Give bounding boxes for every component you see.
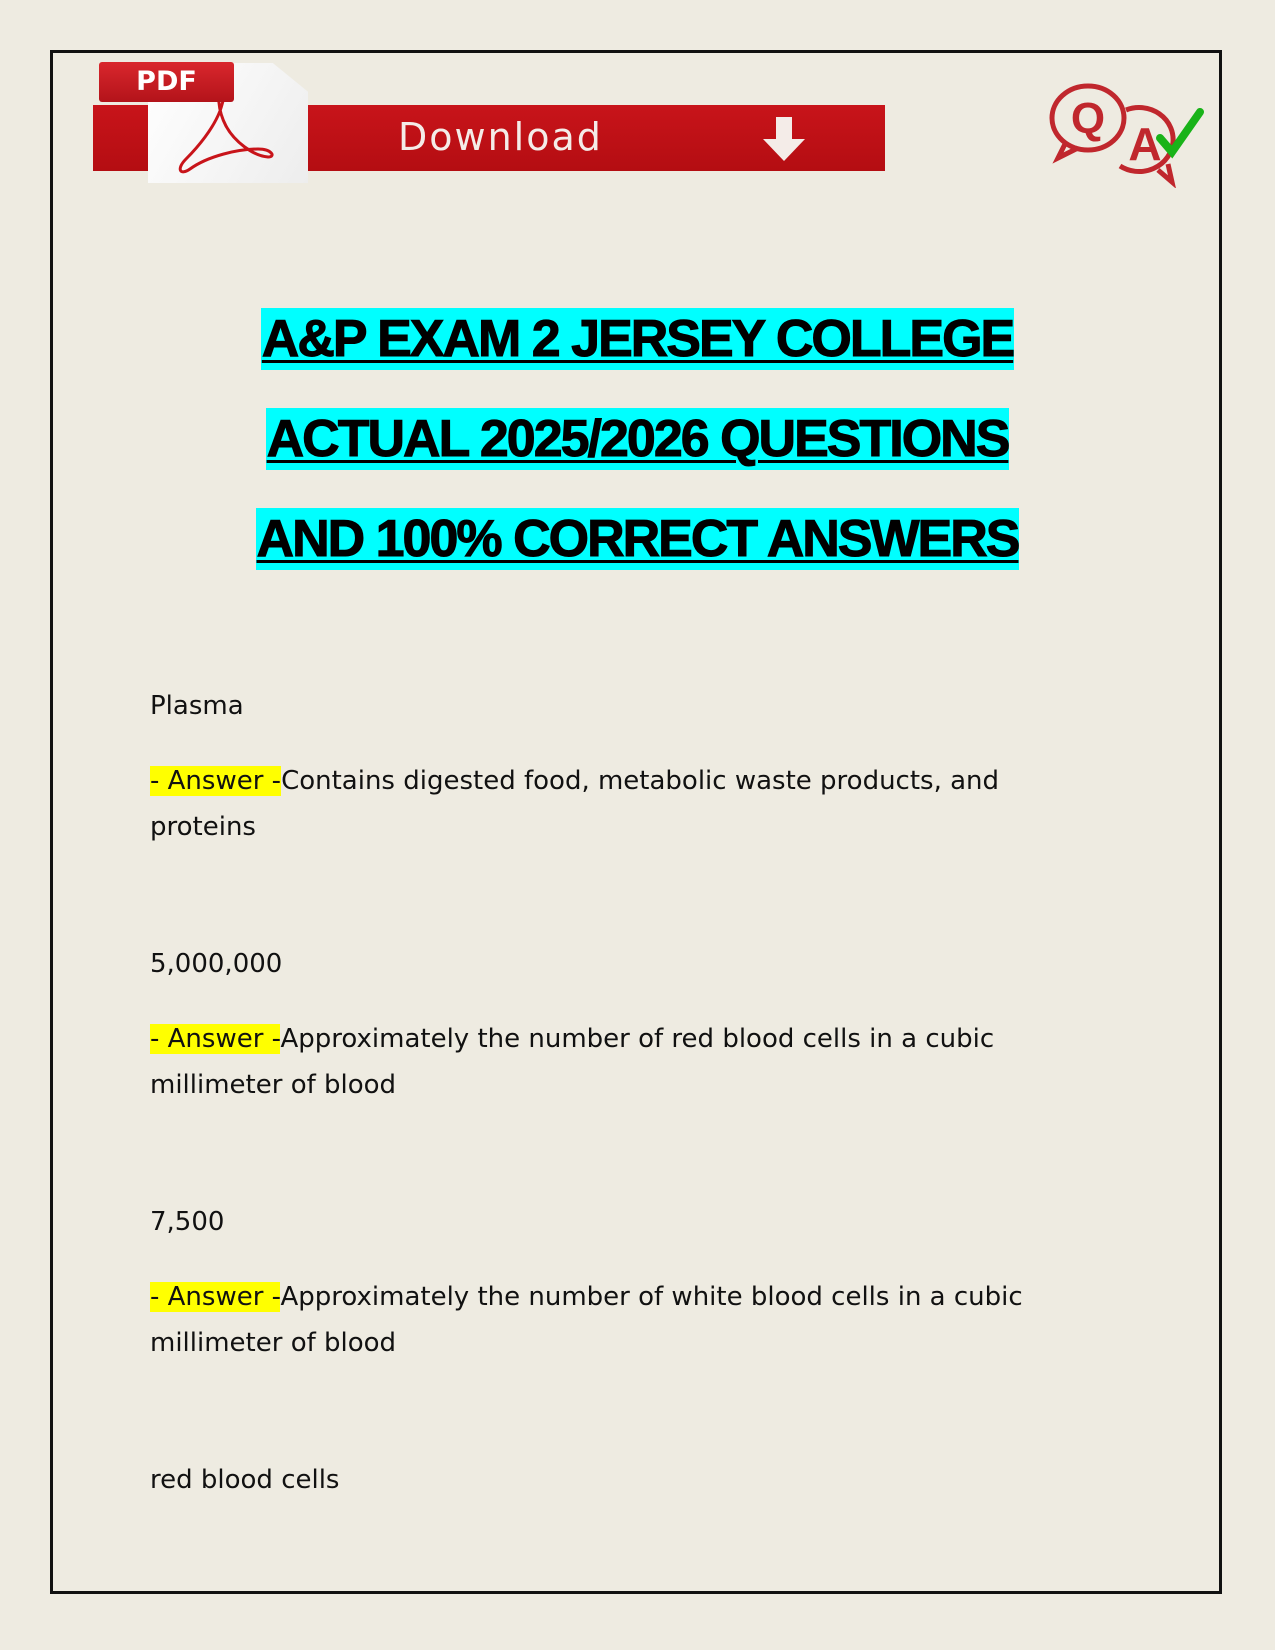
answer-body: Approximately the number of white blood cells in a cubic millimeter of blood — [150, 1282, 1023, 1358]
title-line-1: A&P EXAM 2 JERSEY COLLEGE — [261, 310, 1014, 368]
title-line-2: ACTUAL 2025/2026 QUESTIONS — [266, 410, 1009, 468]
qa-list — [150, 690, 1090, 1532]
document-title — [0, 308, 1275, 608]
qa-item — [150, 948, 1090, 1108]
answer-label: - Answer - — [150, 1282, 281, 1312]
question-text: red blood cells — [150, 1465, 340, 1495]
logo-q: Q — [1070, 94, 1106, 143]
pdf-label: PDF — [99, 62, 234, 102]
answer-text — [150, 758, 1090, 850]
download-label: Download — [398, 115, 603, 159]
qa-item — [150, 1464, 1090, 1532]
question-text: 5,000,000 — [150, 949, 283, 979]
qa-logo-icon — [1040, 78, 1210, 188]
pdf-download-banner[interactable] — [93, 60, 885, 185]
title-line-3: AND 100% CORRECT ANSWERS — [256, 510, 1019, 568]
answer-body: Approximately the number of red blood cells in a cubic millimeter of blood — [150, 1024, 995, 1100]
answer-label: - Answer - — [150, 766, 282, 796]
qa-item — [150, 690, 1090, 850]
download-arrow-icon — [761, 115, 807, 163]
question-text: Plasma — [150, 691, 244, 721]
logo-a: A — [1128, 118, 1162, 170]
answer-text — [150, 1016, 1090, 1108]
qa-item — [150, 1206, 1090, 1366]
question-text: 7,500 — [150, 1207, 225, 1237]
answer-body: Contains digested food, metabolic waste products, and proteins — [150, 766, 1000, 842]
answer-label: - Answer - — [150, 1024, 281, 1054]
answer-text — [150, 1274, 1090, 1366]
